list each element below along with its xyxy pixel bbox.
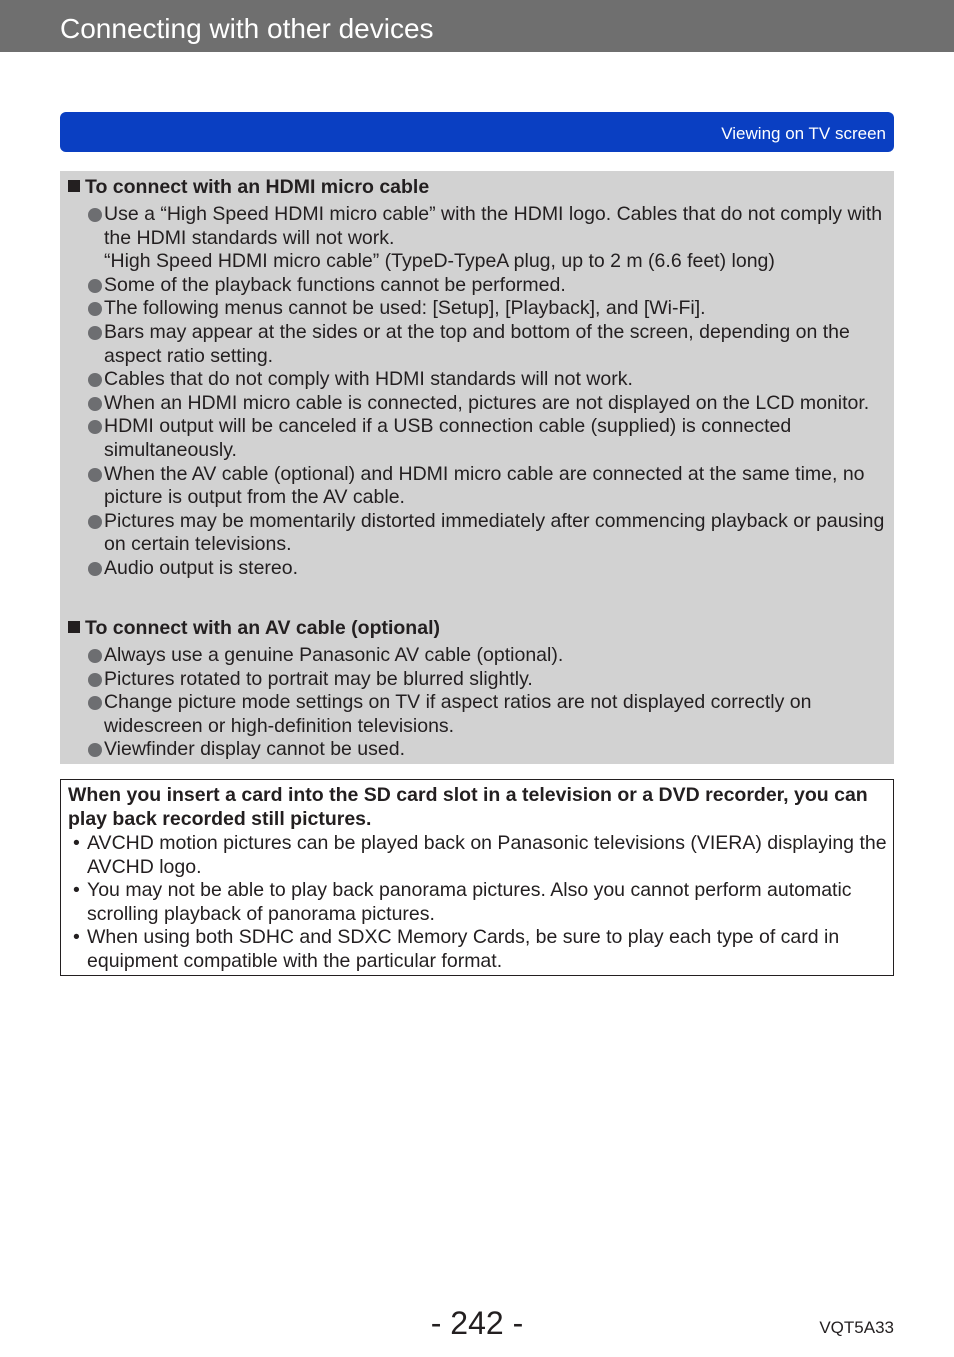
list-item: Bars may appear at the sides or at the top and bottom of the screen, depending on the aspect ratio setting. — [88, 321, 888, 368]
list-item: When the AV cable (optional) and HDMI micro cable are connected at the same time, no picture is output from the AV cable. — [88, 463, 888, 510]
note-title: When you insert a card into the SD card slot in a television or a DVD recorder, you can play back recorded still pictures. — [68, 784, 868, 830]
list-item: Pictures rotated to portrait may be blurred slightly. — [88, 668, 888, 692]
cable-notes-panel — [60, 171, 894, 764]
bullet-dot-icon — [88, 326, 102, 340]
bullet-dot-icon — [88, 468, 102, 482]
note-list — [73, 832, 888, 974]
list-item: Some of the playback functions cannot be performed. — [88, 274, 888, 298]
list-item: Use a “High Speed HDMI micro cable” with the HDMI logo. Cables that do not comply with the HDMI standards will not work. “High Speed HDMI micro cable” (TypeD-TypeA plug, up to 2 m (6.6 feet) long) — [88, 203, 888, 274]
list-item: • You may not be able to play back panorama pictures. Also you cannot perform automatic scrolling playback of panorama pictures. — [73, 879, 852, 925]
list-item: Viewfinder display cannot be used. — [88, 738, 888, 762]
bullet-dot-icon — [88, 279, 102, 293]
bullet-dot-icon — [88, 420, 102, 434]
list-item: Audio output is stereo. — [88, 557, 888, 581]
bullet-icon: • — [73, 879, 80, 902]
bullet-dot-icon — [88, 743, 102, 757]
sd-card-note-box — [60, 779, 894, 976]
bullet-icon: • — [73, 832, 80, 854]
bullet-dot-icon — [88, 208, 102, 222]
bullet-dot-icon — [88, 696, 102, 710]
av-heading — [68, 617, 440, 641]
hdmi-heading — [68, 176, 429, 200]
page-number: - 242 - — [430, 1305, 524, 1341]
list-item: When an HDMI micro cable is connected, pictures are not displayed on the LCD monitor. — [88, 392, 888, 416]
list-item: • AVCHD motion pictures can be played back on Panasonic televisions (VIERA) displaying the AVCHD logo. — [73, 832, 887, 878]
av-list — [88, 644, 888, 762]
list-item: Pictures may be momentarily distorted immediately after commencing playback or pausing on certain televisions. — [88, 510, 888, 557]
bullet-dot-icon — [88, 373, 102, 387]
av-heading-text: To connect with an AV cable (optional) — [85, 617, 440, 639]
bullet-dot-icon — [88, 515, 102, 529]
bullet-dot-icon — [88, 562, 102, 576]
header-bar — [0, 0, 954, 52]
list-item: • When using both SDHC and SDXC Memory Cards, be sure to play each type of card in equipment compatible with the particular format. — [73, 926, 840, 972]
list-item: Cables that do not comply with HDMI standards will not work. — [88, 368, 888, 392]
square-bullet-icon — [68, 621, 80, 633]
bullet-icon: • — [73, 926, 80, 949]
hdmi-list — [88, 203, 888, 581]
list-item: Change picture mode settings on TV if aspect ratios are not displayed correctly on widescreen or high-definition televisions. — [88, 691, 888, 738]
section-bar — [60, 112, 894, 152]
square-bullet-icon — [68, 180, 80, 192]
list-item: The following menus cannot be used: [Setup], [Playback], and [Wi-Fi]. — [88, 297, 888, 321]
section-label: Viewing on TV screen — [721, 124, 886, 143]
bullet-dot-icon — [88, 673, 102, 687]
page-title: Connecting with other devices — [60, 13, 434, 44]
bullet-dot-icon — [88, 397, 102, 411]
list-item: Always use a genuine Panasonic AV cable (optional). — [88, 644, 888, 668]
list-item: HDMI output will be canceled if a USB connection cable (supplied) is connected simultaneously. — [88, 415, 888, 462]
bullet-dot-icon — [88, 302, 102, 316]
document-code: VQT5A33 — [819, 1318, 894, 1337]
bullet-dot-icon — [88, 649, 102, 663]
hdmi-heading-text: To connect with an HDMI micro cable — [85, 176, 430, 198]
